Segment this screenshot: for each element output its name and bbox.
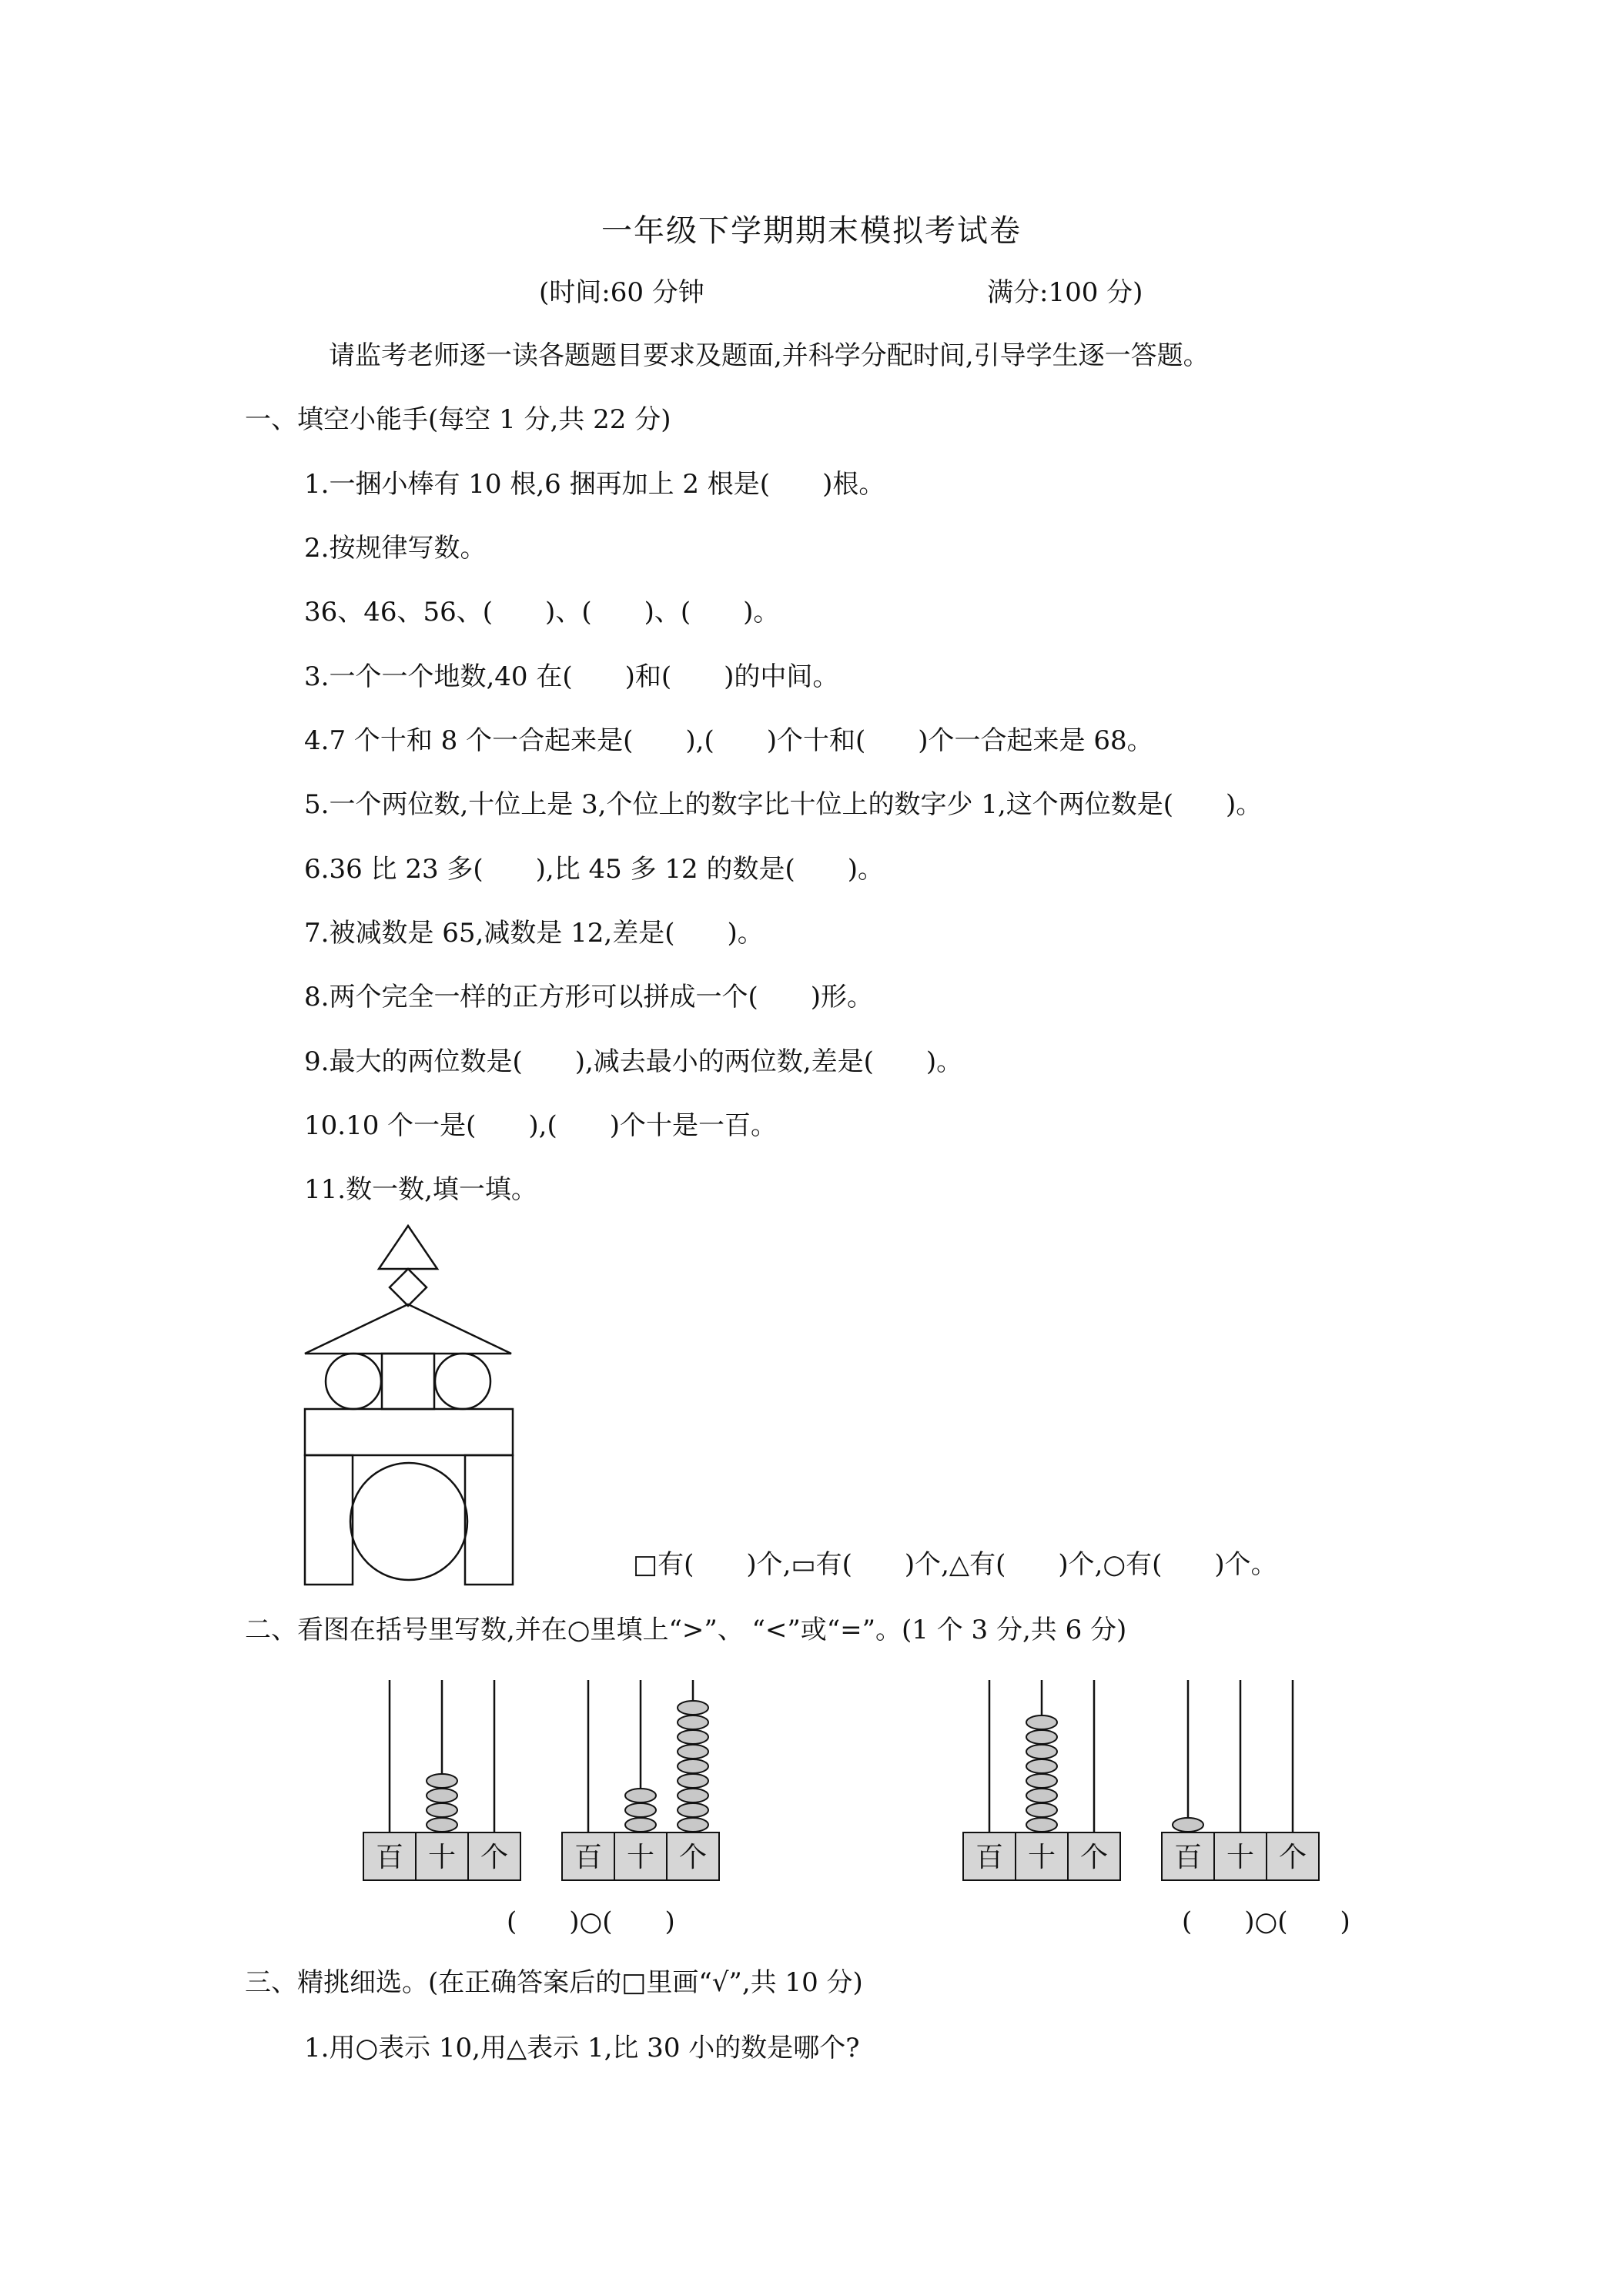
right-pillar — [465, 1455, 513, 1585]
abacus-bead — [678, 1745, 708, 1759]
roof-triangle — [305, 1304, 511, 1354]
right-circle — [435, 1354, 490, 1409]
intro-text: 请监考老师逐一读各题题目要求及题面,并科学分配时间,引导学生逐一答题。 — [329, 340, 1210, 371]
abacus-bead — [1026, 1789, 1057, 1802]
section3-heading: 三、精挑细选。(在正确答案后的□里画“√”,共 10 分) — [245, 1967, 863, 1998]
abacus-bead — [678, 1818, 708, 1832]
abacus-bead — [678, 1789, 708, 1802]
abacus-1 — [362, 1678, 524, 1886]
question-1: 1.一捆小棒有 10 根,6 捆再加上 2 根是( )根。 — [304, 469, 885, 500]
place-label: 十 — [1226, 1842, 1255, 1873]
question-7: 7.被减数是 65,减数是 12,差是( )。 — [304, 918, 764, 949]
beam-rect — [305, 1409, 513, 1455]
time-info: (时间:60 分钟 — [539, 277, 704, 308]
place-label: 个 — [480, 1842, 509, 1873]
section2-heading: 二、看图在括号里写数,并在○里填上“>”、 “<”或“=”。(1 个 3 分,共 6 分) — [245, 1615, 1127, 1645]
place-label: 百 — [1173, 1842, 1203, 1873]
section3-question-1: 1.用○表示 10,用△表示 1,比 30 小的数是哪个? — [304, 2033, 860, 2063]
place-label: 十 — [626, 1842, 655, 1873]
question-6: 6.36 比 23 多( ),比 45 多 12 的数是( )。 — [304, 854, 885, 885]
abacus-bead — [678, 1701, 708, 1715]
abacus-2 — [561, 1678, 722, 1886]
question-3: 3.一个一个地数,40 在( )和( )的中间。 — [304, 661, 839, 692]
left-circle — [326, 1354, 381, 1409]
abacus-bead — [427, 1803, 457, 1817]
abacus-bead — [625, 1818, 656, 1832]
question-4: 4.7 个十和 8 个一合起来是( ),( )个十和( )个一合起来是 68。 — [304, 725, 1153, 756]
left-pillar — [305, 1455, 353, 1585]
place-label: 十 — [1027, 1842, 1056, 1873]
place-label: 百 — [975, 1842, 1004, 1873]
count-answer-line: □有( )个,▭有( )个,△有( )个,○有( )个。 — [633, 1549, 1277, 1580]
center-rect — [382, 1354, 434, 1409]
place-label: 个 — [1278, 1842, 1307, 1873]
abacus-bead — [678, 1759, 708, 1773]
abacus-bead — [427, 1774, 457, 1788]
abacus-bead — [1026, 1803, 1057, 1817]
place-label: 十 — [427, 1842, 457, 1873]
place-label: 个 — [1079, 1842, 1109, 1873]
question-11: 11.数一数,填一填。 — [304, 1174, 537, 1205]
place-label: 百 — [375, 1842, 404, 1873]
section1-heading: 一、填空小能手(每空 1 分,共 22 分) — [245, 404, 671, 435]
abacus-bead — [678, 1803, 708, 1817]
abacus-bead — [427, 1789, 457, 1802]
question-5: 5.一个两位数,十位上是 3,个位上的数字比十位上的数字少 1,这个两位数是( )。 — [304, 789, 1263, 820]
shape-figure — [300, 1224, 531, 1594]
place-label: 个 — [678, 1842, 708, 1873]
page-title: 一年级下学期期末模拟考试卷 — [601, 213, 1022, 249]
top-triangle — [379, 1226, 437, 1269]
abacus-bead — [625, 1803, 656, 1817]
abacus-bead — [678, 1715, 708, 1729]
small-diamond — [390, 1269, 427, 1306]
big-circle — [350, 1463, 467, 1580]
abacus-bead — [1026, 1818, 1057, 1832]
question-10: 10.10 个一是( ),( )个十是一百。 — [304, 1110, 778, 1141]
abacus-bead — [1026, 1759, 1057, 1773]
abacus-bead — [427, 1818, 457, 1832]
question-2-sequence: 36、46、56、( )、( )、( )。 — [304, 597, 780, 628]
abacus-bead — [678, 1730, 708, 1744]
abacus-bead — [625, 1789, 656, 1802]
abacus-bead — [1173, 1818, 1203, 1832]
abacus-4 — [1160, 1678, 1322, 1886]
abacus-bead — [678, 1774, 708, 1788]
compare-answer-1: ( )○( ) — [507, 1906, 675, 1937]
question-2: 2.按规律写数。 — [304, 533, 487, 564]
abacus-bead — [1026, 1715, 1057, 1729]
abacus-3 — [962, 1678, 1123, 1886]
compare-answer-2: ( )○( ) — [1182, 1906, 1350, 1937]
score-info: 满分:100 分) — [987, 277, 1143, 308]
place-label: 百 — [574, 1842, 603, 1873]
question-9: 9.最大的两位数是( ),减去最小的两位数,差是( )。 — [304, 1046, 963, 1077]
abacus-bead — [1026, 1745, 1057, 1759]
abacus-bead — [1026, 1774, 1057, 1788]
abacus-bead — [1026, 1730, 1057, 1744]
question-8: 8.两个完全一样的正方形可以拼成一个( )形。 — [304, 982, 873, 1012]
